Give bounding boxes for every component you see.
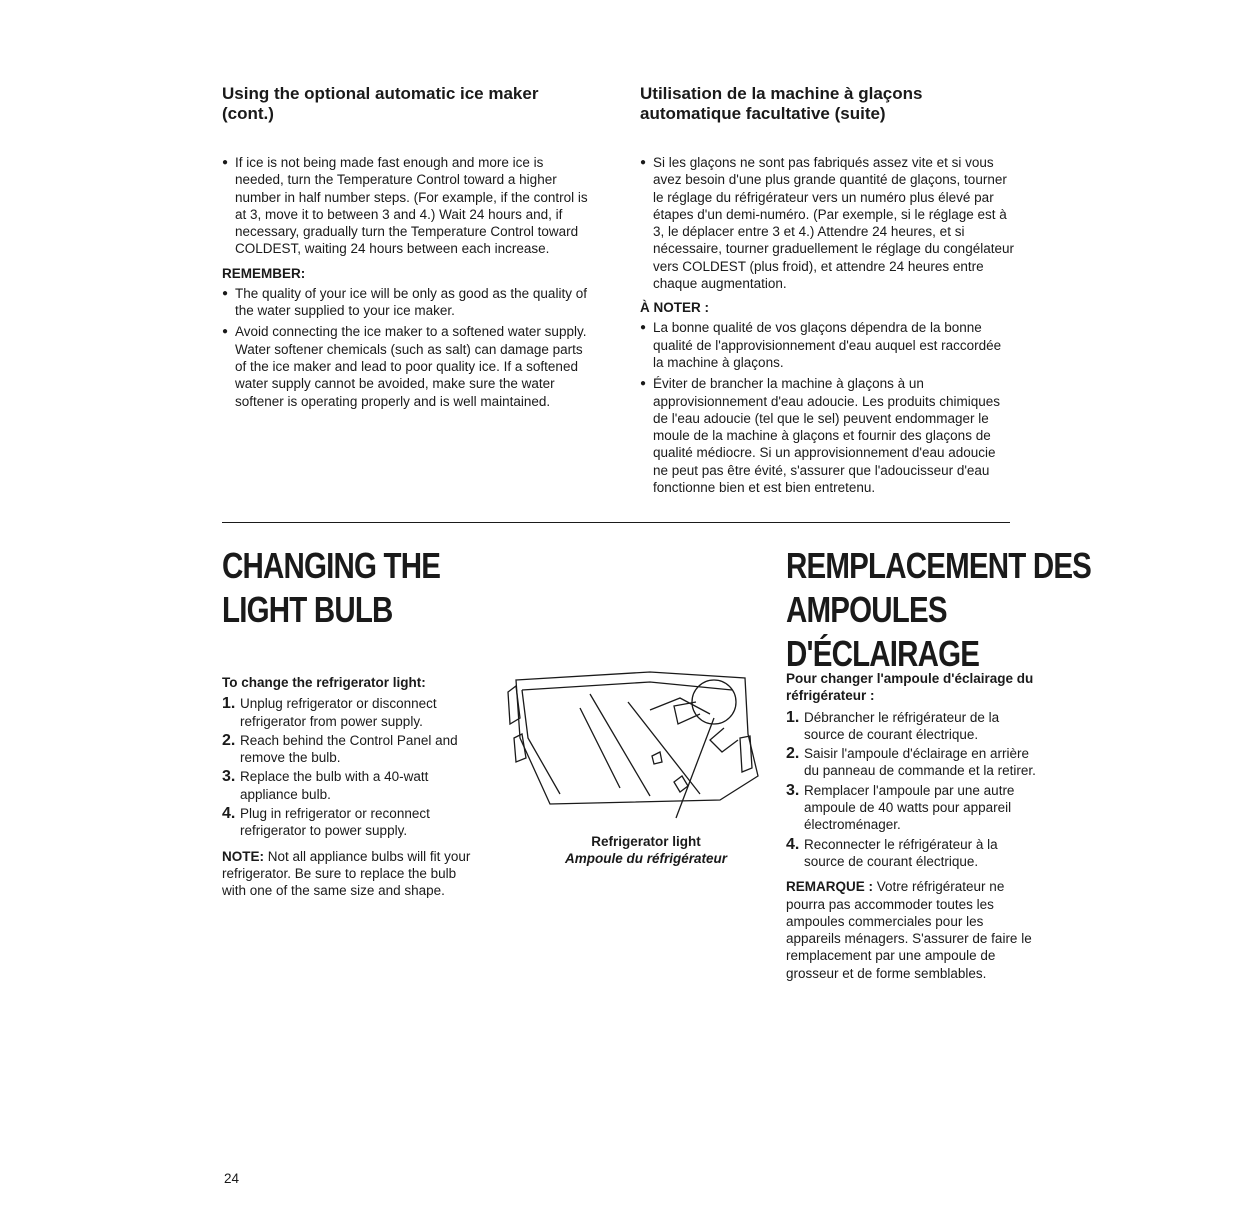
page-title-en [222,544,440,632]
step-text: Plug in refrigerator or reconnect refrigerator to power supply. [240,806,430,839]
note-label: NOTE: [222,848,264,864]
list-item: ● Avoid connecting the ice maker to a softened water supply. Water softener chemicals (such as salt) can damage parts of the ice maker and lead to poor quality ice. If a softened water supply cannot be avoided, make sure the water softener is operating properly and is well maintained. [222,323,592,409]
step-text: Reconnecter le réfrigérateur à la source de courant électrique. [804,836,998,869]
list-item: ● The quality of your ice will be only as good as the quality of the water supplied to your ice maker. [222,285,592,320]
step-text: Saisir l'ampoule d'éclairage en arrière du panneau de commande et la retirer. [804,746,1036,779]
step-number: 1. [786,708,800,726]
note-paragraph [222,848,472,900]
note-paragraph [786,878,1036,982]
bullet-list [640,319,1014,496]
bullet-list [222,154,592,258]
list-item: ● Éviter de brancher la machine à glaçons à un approvisionnement d'eau adoucie. Les produits chimiques de l'eau adoucie (tel que le sel) peuvent endommager le moule de la machine à glaçons et fournir des glaçons de qualité médiocre. Si un approvisionnement d'eau adoucie ne peut pas être évité, s'assurer que l'adoucisseur d'eau fonctionne bien et est bien entretenu. [640,375,1014,496]
step-text: Replace the bulb with a 40-watt appliance bulb. [240,769,429,802]
bullet-list [222,285,592,410]
title-line: LIGHT BULB [222,589,393,630]
figure-caption-en: Refrigerator light [591,834,701,849]
steps-list [222,695,472,839]
section-heading: Utilisation de la machine à glaçons automatique facultative (suite) [640,84,923,123]
page-number: 24 [224,1171,240,1186]
title-line: CHANGING THE [222,545,441,586]
step-number: 4. [222,805,236,823]
step-item [786,836,1036,871]
title-line: REMPLACEMENT DES [786,545,1092,586]
bullet-list [640,154,1014,292]
step-number: 2. [786,745,800,763]
step-item [222,732,472,767]
remember-label: À NOTER : [640,300,709,316]
refrigerator-light-illustration [500,668,762,828]
step-item [786,709,1036,744]
instructions-intro: Pour changer l'ampoule d'éclairage du réfrigérateur : [786,671,1034,704]
instructions-intro: To change the refrigerator light: [222,675,426,690]
step-item [786,782,1036,834]
step-number: 2. [222,731,236,749]
list-item: ● La bonne qualité de vos glaçons dépendra de la bonne qualité de l'approvisionnement d'eau auquel est raccordée la machine à glaçons. [640,319,1014,371]
figure-caption-fr: Ampoule du réfrigérateur [564,851,728,866]
steps-list [786,709,1036,871]
step-item [222,768,472,803]
remember-label: REMEMBER: [222,265,306,281]
step-number: 3. [786,781,800,799]
step-number: 4. [786,835,800,853]
refrigerator-light-figure [500,668,762,866]
note-text: Not all appliance bulbs will fit your refrigerator. Be sure to replace the bulb with one of the same size and shape. [222,848,471,899]
note-label: REMARQUE : [786,879,873,895]
step-text: Reach behind the Control Panel and remove the bulb. [240,732,458,766]
instructions-fr [786,670,1036,982]
list-item: ● If ice is not being made fast enough and more ice is needed, turn the Temperature Control toward a higher number in half number steps. (For example, if the control is at 3, move it to between 3 and 4.) Wait 24 hours and, if necessary, gradually turn the Temperature Control toward COLDEST, waiting 24 hours between each increase. [222,154,592,258]
note-text: Votre réfrigérateur ne pourra pas accommoder toutes les ampoules commerciales pour les appareils ménagers. S'assurer de faire le remplacement par une ampoule de grosseur et de forme semblables. [786,879,1032,981]
step-item [222,695,472,730]
step-item [222,805,472,840]
title-line: AMPOULES [786,589,947,630]
ice-maker-section-fr [640,84,1014,496]
step-number: 1. [222,695,236,713]
step-number: 3. [222,768,236,786]
step-text: Débrancher le réfrigérateur de la source de courant électrique. [804,709,1000,742]
ice-maker-section-en [222,84,592,410]
section-heading: Using the optional automatic ice maker (cont.) [222,84,539,123]
step-item [786,745,1036,780]
page-title-fr [786,544,1091,676]
instructions-en [222,674,472,900]
step-text: Unplug refrigerator or disconnect refrigerator from power supply. [240,696,437,729]
step-text: Remplacer l'ampoule par une autre ampoule de 40 watts pour appareil électroménager. [804,782,1015,833]
section-divider [222,522,1010,523]
title-line: D'ÉCLAIRAGE [786,633,980,674]
list-item: ● Si les glaçons ne sont pas fabriqués assez vite et si vous avez besoin d'une plus grande quantité de glaçons, tourner le réglage du réfrigérateur vers un numéro plus élevé par étapes d'un demi-numéro. (Par exemple, si le réglage est à 3, le déplacer entre 3 et 4.) Attendre 24 heures, et si nécessaire, tourner graduellement le réglage du congélateur vers COLDEST (plus froid), et attendre 24 heures entre chaque augmentation. [640,154,1014,292]
